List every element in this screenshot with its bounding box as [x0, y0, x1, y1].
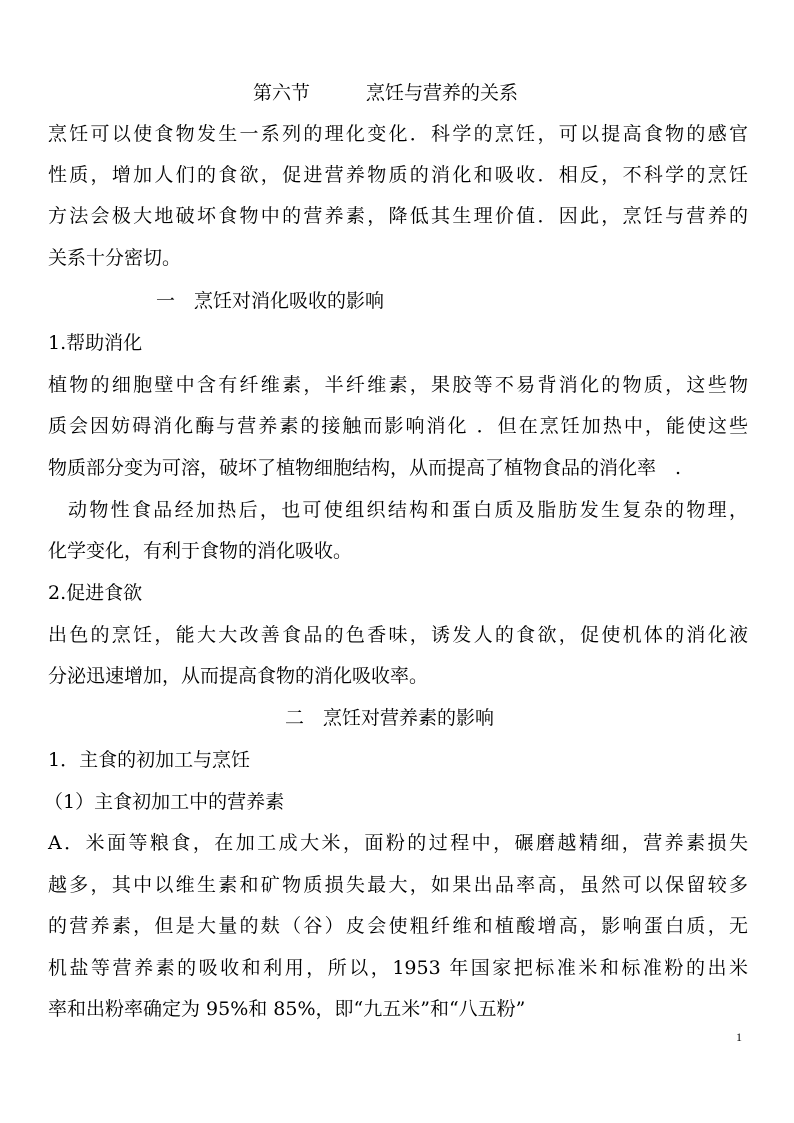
paragraph-line: 化学变化，有利于食物的消化吸收。: [48, 540, 353, 562]
intro-line: 烹饪可以使食物发生一系列的理化变化．科学的烹饪，可以提高食物的感官: [48, 123, 748, 145]
paragraph-line: 植物的细胞壁中含有纤维素，半纤维素，果胶等不易背消化的物质，这些物: [48, 374, 748, 396]
heading-digestion: 一 烹饪对消化吸收的影响: [156, 290, 385, 312]
paragraph-line: 物质部分变为可溶，破坏了植物细胞结构，从而提高了植物食品的消化率 .: [48, 457, 682, 479]
paragraph-line: 率和出粉率确定为 95%和 85%，即“九五米”和“八五粉”: [48, 998, 526, 1020]
paragraph-line: 质会因妨碍消化酶与营养素的接触而影响消化 ．但在烹饪加热中，能使这些: [48, 415, 748, 437]
subheading-help-digestion: 1.帮助消化: [48, 332, 143, 354]
paragraph-line: A．米面等粮食，在加工成大米，面粉的过程中，碾磨越精细，营养素损失: [48, 832, 748, 854]
intro-line: 关系十分密切。: [48, 247, 182, 269]
paragraph-line: 越多，其中以维生素和矿物质损失最大，如果出品率高，虽然可以保留较多: [48, 874, 748, 896]
paragraph-line: 出色的烹饪，能大大改善食品的色香味，诱发人的食欲，促使机体的消化液: [48, 624, 748, 646]
heading-nutrients: 二 烹饪对营养素的影响: [285, 707, 495, 729]
intro-line: 性质，增加人们的食欲，促进营养物质的消化和吸收．相反，不科学的烹饪: [48, 164, 748, 186]
paragraph-line: 机盐等营养素的吸收和利用，所以，1953 年国家把标准米和标准粉的出米: [48, 957, 748, 979]
paragraph-line: 动物性食品经加热后，也可使组织结构和蛋白质及脂肪发生复杂的物理，: [68, 499, 748, 521]
subheading-appetite: 2.促进食欲: [48, 582, 143, 604]
intro-line: 方法会极大地破坏食物中的营养素，降低其生理价值．因此，烹饪与营养的: [48, 205, 748, 227]
paragraph-line: 分泌迅速增加，从而提高食物的消化吸收率。: [48, 665, 429, 687]
section-title: [253, 80, 518, 106]
subheading-staple-processing: （1）主食初加工中的营养素: [44, 791, 285, 813]
paragraph-line: 的营养素，但是大量的麸（谷）皮会使粗纤维和植酸增高，影响蛋白质，无: [48, 915, 748, 937]
page-number: 1: [736, 1030, 742, 1044]
section-heading: 烹饪与营养的关系: [366, 82, 519, 104]
section-number: 第六节: [253, 82, 311, 104]
subheading-staple-food: 1．主食的初加工与烹饪: [48, 749, 251, 771]
